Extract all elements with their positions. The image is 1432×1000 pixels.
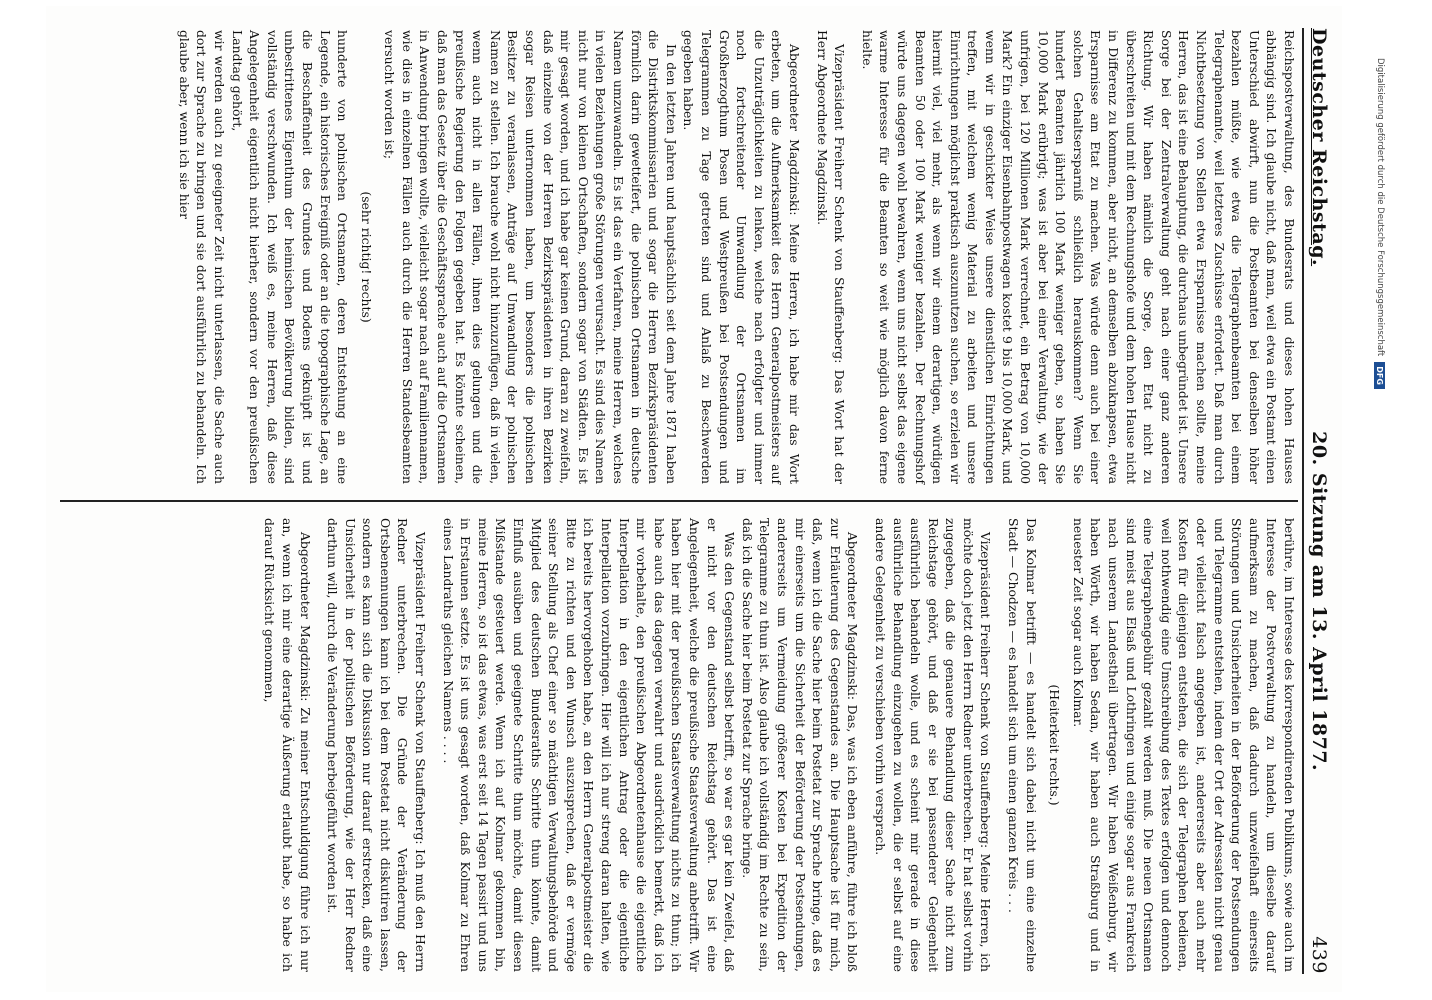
speaker-paragraph: Abgeordneter Magdzinski: Meine Herren, ich habe mir das Wort erbeten, um die Aufmerksamkeit des Herrn Generalpostmeisters auf die Unzuträglichkeiten zu lenken, welche nach erfolgter und immer noch fortschreitender Umwandlung der Ortsnamen im Großherzogthum Posen und Westpreußen bei Postsendungen und Telegrammen zu Tage getreten sind und Anlaß zu Beschwerden gegeben haben. <box>681 30 802 485</box>
interjection: (sehr richtig! rechts) <box>358 191 374 323</box>
document-page <box>46 6 1342 992</box>
right-column <box>60 516 1298 974</box>
paragraph: Was den Gegenstand selbst betrifft, so war es gar kein Zweifel, daß er nicht vor den deutschen Reichstag gehört. Das ist eine Angelegenheit, welche die preußische Staatsverwaltung anbetrifft. Wir haben hier mit der preußischen Staatsverwaltung nichts zu thun; ich habe auch das dagegen verwahrt und ausdrücklich bemerkt, daß ich mir vorbehalte, den preußischen Abgeordnetenhause die eigentliche Interpellation in den eigentlichen Antrag oder die eigentliche Interpellation vorzubringen. Hier will ich nur streng daran halten, wie ich bereits hervorgehoben habe, an den Herrn Generalpostmeister die Bitte zu richten und den Wunsch auszusprechen, daß er vermöge seiner Stellung als Chef einer so mächtigen Verwaltungsbehörde und Mitglied des deutschen Bundesraths Schritte thun könnte, damit Einfluß ausüben und geeignete Schritte thun möchte, damit diesen Mißstande gesteuert werde. Wenn ich auf Kolmar gekommen bin, meine Herren, so ist das etwas, was erst seit 14 Tagen passirt und uns in Erstaunen setzte. Es ist uns gesagt worden, daß Kolmar zu Ehren eines Landraths gleichen Namens . . . . <box>440 517 738 972</box>
speaker-paragraph: Vizepräsident Freiherr Schenk von Stauffenberg: Das Wort hat der Herr Abgeordnete Magdzinski. <box>814 30 848 485</box>
digitization-text: Digitalisierung gefördert durch die Deutsche Forschungsgemeinschaft <box>1375 58 1385 357</box>
left-column <box>60 28 1298 486</box>
paragraph: berühre, im Interesse des korrespondirenden Publikums, sowie auch im Interesse der Postverwaltung zu handeln, um dieselbe darauf aufmerksam zu machen, daß dadurch unzweifelhaft einerseits Störungen und Unsicherheiten in der Beförderung der Postsendungen und Telegramme entstehen, indem der Ort der Adressaten nicht genau oder vielleicht falsch angegeben ist, andererseits aber auch mehr Kosten für diejenigen entstehen, die sich der Telegraphen bedienen, weil nothwendig eine Umschreibung des Textes erfolgen und dennoch eine Telegraphengebühr gezahlt werden muß. Die neuen Ortsnamen sind meist aus Elsaß und Lothringen und einige sogar aus Frankreich nach unserem Landestheil übertragen. Wir haben Weißenburg, wir haben Wörth, wir haben Sedan, wir haben auch Straßburg und in neuester Zeit sogar auch Kolmar. <box>1070 517 1297 972</box>
paragraph: Das Kolmar betrifft — es handelt sich dabei nicht um eine einzelne Stadt — Chodzen — es handelt sich um einen ganzen Kreis . . . <box>1006 517 1039 972</box>
speaker-paragraph: Vizepräsident Freiherr Schenk von Stauffenberg: Meine Herren, ich möchte doch jetzt den Herrn Redner unterbrechen. Er hat selbst vorhin zugegeben, daß die genauere Behandlung dieser Sache nicht zum Reichstage gehört, und daß er sie bei passenderer Gelegenheit ausführlich behandeln wolle, und es scheint mir gerade in diese ausführliche Behandlung einzugehen zu wollen, die er selbst auf eine andere Gelegenheit zu verschieben vorhin versprach. <box>872 517 994 972</box>
text-columns <box>60 28 1298 974</box>
page-header <box>1302 28 1342 974</box>
dfg-logo: DFG <box>1375 362 1386 389</box>
digitization-note <box>1372 58 1388 958</box>
speaker-paragraph: Abgeordneter Magdzinski: Das, was ich eben anführe, führe ich bloß zur Erläuterung des Gegenstandes an. Die Hauptsache ist für mich, daß, wenn ich die Sache hier beim Postetat zur Sprache bringe, daß es mir einerseits um die Sicherheit der Beförderung der Postsendungen, andererseits um Vermeidung größerer Kosten bei Expedition der Telegramme zu thun ist. Also glaube ich vollständig im Rechte zu sein, daß ich die Sache hier beim Postetat zur Sprache bringe. <box>739 517 861 972</box>
paragraph: wir werden auch zu geeigneter Zeit nicht unterlassen, die Sache auch dort zur Sprache zu bringen und sie dort ausführlich zu behandeln. Ich glaube aber, wenn ich sie hier <box>176 30 227 485</box>
paragraph: Reichspostverwaltung, des Bundesrats und dieses hohen Hauses abhängig sind. Ich glaube nicht, daß man, weil etwa ein Postamt einen Unterschied abwirft, nun die Postbeamten bei denselben höher bezahlen müßte, wie etwa die Telegraphenbeamten bei einem Telegraphenamte, weil letzteres Zuschüsse erfordert. Daß man durch Nichtbesetzung von Stellen etwa Ersparnisse machen sollte, meine Herren, das ist eine Behauptung, die durchaus unbegründet ist. Unsere Sorge bei der Zentralverwaltung geht nach einer ganz anderen Richtung. Wir haben nämlich die Sorge, den Etat nicht zu überschreiten und mit dem Rechnungshofe und dem hohen Hause nicht in Differenz zu kommen, aber nicht, an demselben abzuknapsen, etwa Ersparnisse am Etat zu machen. Was würde denn auch bei einer solchen Gehaltsersparniß schließlich herauskommen? Wenn Sie hundert Beamten jährlich 100 Mark weniger geben, so haben Sie 10,000 Mark erübrigt; was ist aber bei einer Verwaltung, wie der unfrigen, bei 120 Millionen Mark verrechnet, ein Betrag von 10,000 Mark? Ein einziger Eisenbahnpostwagen kostet 9 bis 10,000 Mark, und wenn wir in geschickter Weise unsere dienstlichen Einrichtungen treffen, mit welchem wenig Material zu arbeiten und unsere Einrichtungen möglichst praktisch auszunutzen suchen, so erzielen wir hiermit viel, viel mehr, als wenn wir einem derartigen, würdigen Beamten 50 oder 100 Mark weniger bezahlen. Der Rechnungshof würde uns dagegen wohl bewahren, wenn uns nicht selbst das eigene warme Interesse für die Beamten so weit wie möglich davon ferne hielte. <box>859 30 1297 485</box>
speaker-paragraph: Abgeordneter Magdzinski: Zu meiner Entschuldigung führe ich nur an, wenn ich mir eine derartige Äußerung erlaubt habe, so habe ich darauf Rücksicht genommen, <box>262 517 313 972</box>
page-number: 439 <box>1308 936 1330 974</box>
interjection: (Heiterkeit rechts.) <box>1047 684 1063 806</box>
speaker-paragraph: Vizepräsident Freiherr Schenk von Stauffenberg: Ich muß den Herrn Redner unterbrechen. Die Gründe der Veränderung der Ortsbenennungen kann ich bei dem Postetat nicht diskutiren lassen, sondern es kann sich die Diskussion nur darauf erstrecken, daß eine Unsicherheit in der politischen Beförderung, wie der Herr Redner darthun will, durch die Veränderung herbeigeführt worden ist. <box>325 517 429 972</box>
column-divider <box>60 500 1298 502</box>
paragraph: hunderte von polnischen Ortsnamen, deren Entstehung an eine Legende, ein historisches Ereigniß oder an die topographische Lage, an die Beschaffenheit des Grundes und Bodens geknüpft ist und unbestrittenes Eigenthum der heimischen Bevölkerung bilden, sind vollständig verschwunden. Ich weiß es, meine Herren, daß diese Angelegenheit eigentlich nicht hierher, sondern vor den preußischen Landtag gehört, <box>229 30 351 485</box>
paragraph: In den letzten Jahren und hauptsächlich seit dem Jahre 1871 haben die Distriktskommissarien und sogar die Herren Bezirkspräsidenten förmlich darin gewetteifert, die polnischen Ortsnamen in deutsche Namen umzuwandeln. Es ist das ein Verfahren, meine Herren, welches in vielen Beziehungen große Störungen verursacht. Es sind dies Namen nicht nur von kleinen Ortschaften, sondern sogar von Städten. Es ist mir gesagt worden, und ich habe gar keinen Grund, daran zu zweifeln, daß einzelne von der Herren Bezirkspräsidenten in ihren Bezirken sogar Reisen unternommen haben, um besonders die polnischen Besitzer zu veranlassen, Anträge auf Umwandlung der polnischen Namen zu stellen. Ich brauche wohl nicht hinzuzufügen, daß in vielen, wenn auch nicht in allen Fällen, ihnen dies gelungen und die preußische Regierung den Folgen gegeben hat. Es könnte scheinen, daß man das Gesetz über die Geschäftssprache auch auf die Ortsnamen in Anwendung bringen wollte, vielleicht sogar nach auf Familiennamen, wie dies in einzelnen Fällen auch durch die Herren Standesbeamten versucht worden ist; <box>382 30 679 485</box>
header-publication: Deutscher Reichstag. <box>1308 28 1330 267</box>
header-session: 20. Sitzung am 13. April 1877. <box>1308 431 1330 772</box>
